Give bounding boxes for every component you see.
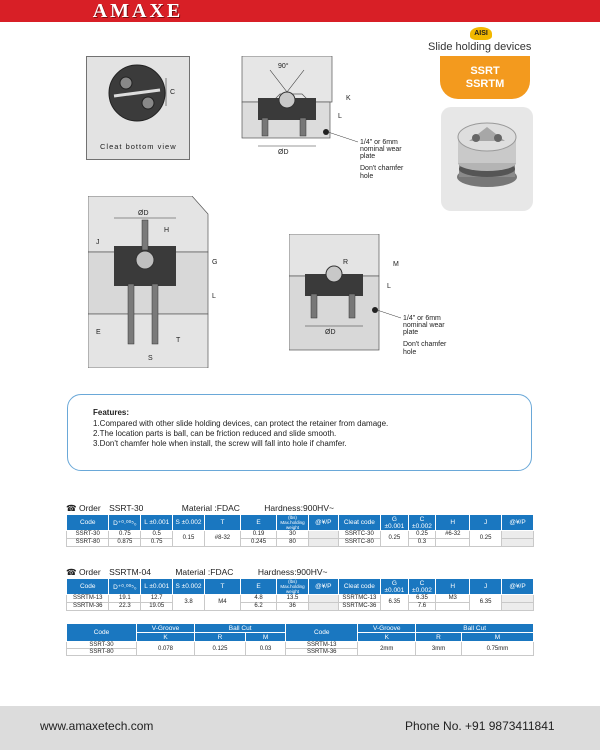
col-header: (lbs) Max.holding weight: [277, 579, 309, 595]
table-cell: 13.5: [277, 595, 309, 603]
dim-j: J: [96, 239, 100, 246]
col-header: J: [470, 515, 502, 531]
groove-table: [66, 623, 534, 656]
product-photo: [441, 107, 533, 211]
table-cell: 0.75: [141, 539, 173, 547]
slide-holder-image: [441, 107, 533, 211]
order-hardness-1: Hardness:900HV~: [264, 503, 334, 513]
logo: [62, 0, 214, 22]
table-cell: 0.15: [173, 531, 205, 547]
features-box: [67, 394, 532, 471]
table-cell: [502, 531, 534, 539]
col-header: E: [241, 579, 277, 595]
gt-right-r: 3mm: [416, 642, 462, 656]
gt-right-m: 0.75mm: [461, 642, 533, 656]
gt-left-r: 0.125: [195, 642, 246, 656]
gt-vgroove-left: V-Groove: [137, 624, 195, 633]
table-cell: [436, 539, 470, 547]
product-code-ssrt: SSRT: [470, 65, 500, 77]
dim-od-left: ØD: [138, 210, 149, 217]
cleat-caption: Cleat bottom view: [100, 142, 177, 151]
note-chamfer-r1: Don't chamfer: [403, 341, 447, 348]
col-header: @¥/P: [502, 579, 534, 595]
table-cell: 6.35: [381, 595, 409, 611]
gt-left-code-2: SSRT-80: [67, 649, 137, 656]
col-header: C ±0.002: [408, 515, 436, 531]
footer-phone: Phone No. +91 9873411841: [405, 719, 555, 733]
product-code-ssrtm: SSRTM: [465, 78, 505, 90]
table-cell: SSRT-30: [67, 531, 109, 539]
table-cell: 0.5: [141, 531, 173, 539]
table-cell: #6-32: [436, 531, 470, 539]
col-header: S ±0.002: [173, 579, 205, 595]
table-cell: 36: [277, 603, 309, 611]
table-cell: SSRTMC-13: [338, 595, 380, 603]
table-cell: 22.3: [109, 603, 141, 611]
col-header: Code: [67, 515, 109, 531]
gt-m-right: M: [461, 633, 533, 642]
col-header: @¥/P: [502, 515, 534, 531]
order-line-1: [66, 503, 334, 514]
angle-label: 90°: [278, 63, 289, 70]
col-header: S ±0.002: [173, 515, 205, 531]
table-cell: [308, 603, 338, 611]
dim-c: C: [170, 89, 176, 96]
section-view-right-drawing: [289, 234, 469, 380]
gt-right-code-1: SSRTM-13: [286, 642, 358, 649]
table-cell: [436, 603, 470, 611]
col-header: G ±0.001: [381, 579, 409, 595]
phone-icon: ☎: [66, 503, 77, 513]
order-table-1: [66, 514, 534, 547]
table-cell: 6.35: [408, 595, 436, 603]
table-cell: 0.25: [470, 531, 502, 547]
gt-k-left: K: [137, 633, 195, 642]
order-code-1: SSRT-30: [109, 503, 144, 513]
table-cell: [502, 603, 534, 611]
gt-right-k: 2mm: [358, 642, 416, 656]
table-cell: 80: [277, 539, 309, 547]
gt-ballcut-left: Ball Cut: [195, 624, 286, 633]
table-cell: [308, 595, 338, 603]
table-cell: SSRTC-80: [338, 539, 380, 547]
dim-t: T: [176, 337, 181, 344]
gt-ballcut-right: Ball Cut: [416, 624, 534, 633]
gt-right-code-2: SSRTM-36: [286, 649, 358, 656]
table-cell: 7.6: [408, 603, 436, 611]
dim-l-top: L: [338, 113, 342, 120]
col-header: T: [204, 579, 240, 595]
gt-k-right: K: [358, 633, 416, 642]
col-header: E: [241, 515, 277, 531]
gt-r-right: R: [416, 633, 462, 642]
aisi-badge: AISI: [470, 27, 492, 40]
table-cell: [502, 539, 534, 547]
col-header: J: [470, 579, 502, 595]
note-wear-r2: nominal wear: [403, 322, 445, 329]
col-header: H: [436, 515, 470, 531]
order-code-2: SSRTM-04: [109, 567, 151, 577]
col-header: L ±0.001: [141, 515, 173, 531]
col-header: @¥/P: [308, 515, 338, 531]
dim-s: S: [148, 355, 153, 362]
dim-r: R: [343, 259, 349, 266]
gt-m-left: M: [245, 633, 285, 642]
table-cell: 4.8: [241, 595, 277, 603]
table-cell: 0.25: [381, 531, 409, 547]
table-cell: [502, 595, 534, 603]
dim-h: H: [164, 227, 170, 234]
table-row: [67, 531, 534, 539]
gt-code-left: Code: [67, 624, 137, 642]
note-wear-3: plate: [360, 153, 376, 160]
order-material-2: Material :FDAC: [175, 567, 234, 577]
table-cell: 19.1: [109, 595, 141, 603]
table-cell: [308, 539, 338, 547]
note-wear-2: nominal wear: [360, 146, 402, 153]
table-row: [67, 595, 534, 603]
features-title: Features:: [93, 408, 130, 417]
dim-od-top: ØD: [278, 149, 289, 156]
note-wear-1: 1/4" or 6mm: [360, 139, 398, 146]
dim-e: E: [96, 329, 101, 336]
order-label-1: Order: [78, 503, 101, 513]
dim-od-right: ØD: [325, 329, 336, 336]
gt-vgroove-right: V-Groove: [358, 624, 416, 633]
section-title: Slide holding devices: [428, 41, 532, 53]
table-cell: SSRT-80: [67, 539, 109, 547]
order-line-2: [66, 567, 328, 578]
dim-g: G: [212, 259, 218, 266]
gt-left-code-1: SSRT-30: [67, 642, 137, 649]
note-chamfer-r2: hole: [403, 349, 417, 356]
col-header: L ±0.001: [141, 579, 173, 595]
table-cell: 6.2: [241, 603, 277, 611]
table-cell: SSRTMC-36: [338, 603, 380, 611]
col-header: @¥/P: [308, 579, 338, 595]
table-cell: SSRTM-13: [67, 595, 109, 603]
gt-code-right: Code: [286, 624, 358, 642]
brand-logo-text: AMAXE: [92, 0, 184, 22]
table-row: [67, 539, 534, 547]
col-header: G ±0.001: [381, 515, 409, 531]
order-label-2: Order: [78, 567, 101, 577]
note-wear-r3: plate: [403, 329, 419, 336]
table-cell: 0.25: [408, 531, 436, 539]
note-chamfer-2: hole: [360, 173, 374, 180]
dim-m: M: [393, 261, 399, 268]
table-cell: 12.7: [141, 595, 173, 603]
section-view-top-drawing: [240, 56, 430, 181]
col-header: C ±0.002: [408, 579, 436, 595]
table-cell: 30: [277, 531, 309, 539]
table-cell: 6.35: [470, 595, 502, 611]
product-code-tab: [440, 56, 530, 99]
gt-left-m: 0.03: [245, 642, 285, 656]
dim-l-right: L: [387, 283, 391, 290]
col-header: Cleat code: [338, 515, 380, 531]
gt-r-left: R: [195, 633, 246, 642]
table-cell: [308, 531, 338, 539]
col-header: D⁺⁰·⁰⁰⁵₀: [109, 579, 141, 595]
table-cell: M3: [436, 595, 470, 603]
note-wear-r1: 1/4" or 6mm: [403, 315, 441, 322]
footer-website-link[interactable]: www.amaxetech.com: [40, 719, 154, 733]
table-cell: 3.8: [173, 595, 205, 611]
col-header: T: [204, 515, 240, 531]
dim-l-left: L: [212, 293, 216, 300]
order-hardness-2: Hardness:900HV~: [257, 567, 328, 577]
table-row: [67, 603, 534, 611]
phone-icon: ☎: [66, 567, 77, 577]
order-material-1: Material :FDAC: [181, 503, 240, 513]
table-cell: SSRTM-36: [67, 603, 109, 611]
table-cell: 0.19: [241, 531, 277, 539]
section-view-left-drawing: [88, 196, 233, 368]
col-header: (lbs) Max.holding weight: [277, 515, 309, 531]
table-cell: 0.75: [109, 531, 141, 539]
feature-line-2: 2.The location parts is ball, can be friction reduced and slide smooth.: [93, 429, 337, 438]
col-header: Code: [67, 579, 109, 595]
note-chamfer-1: Don't chamfer: [360, 165, 404, 172]
table-cell: 0.245: [241, 539, 277, 547]
order-table-2: [66, 578, 534, 611]
gt-left-k: 0.078: [137, 642, 195, 656]
table-cell: 0.3: [408, 539, 436, 547]
dim-k-top: K: [346, 95, 351, 102]
col-header: H: [436, 579, 470, 595]
feature-line-3: 3.Don't chamfer hole when install, the screw will fall into hole if chamfer.: [93, 439, 347, 448]
feature-line-1: 1.Compared with other slide holding devices, can protect the retainer from damage.: [93, 419, 389, 428]
table-cell: #8-32: [204, 531, 240, 547]
table-cell: 19.05: [141, 603, 173, 611]
col-header: Cleat code: [338, 579, 380, 595]
table-cell: M4: [204, 595, 240, 611]
table-cell: SSRTC-30: [338, 531, 380, 539]
table-cell: 0.875: [109, 539, 141, 547]
col-header: D⁺⁰·⁰⁰⁵₀: [109, 515, 141, 531]
